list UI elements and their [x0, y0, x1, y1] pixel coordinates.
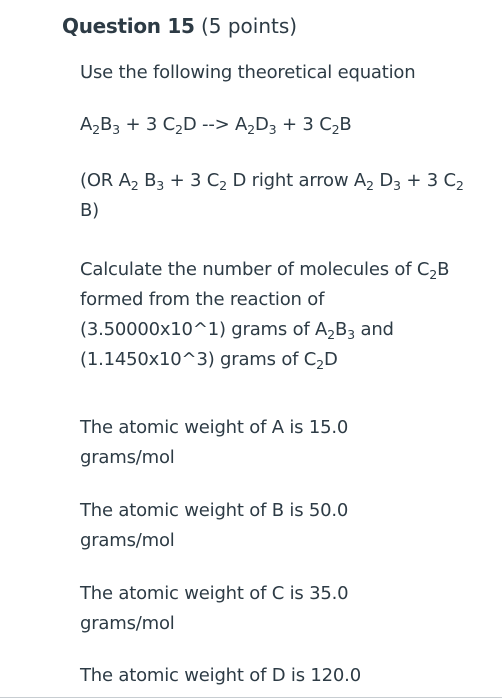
- eq-term: D: [182, 114, 197, 135]
- eq-term: + 3: [276, 114, 320, 135]
- alt-text: B: [138, 170, 157, 191]
- eq-term: B: [339, 114, 352, 135]
- alt-text: B): [80, 170, 470, 221]
- eq-subscript: 2: [247, 122, 255, 138]
- equation: [80, 110, 352, 140]
- question-points: (5 points): [200, 14, 298, 38]
- eq-term: B: [99, 114, 113, 135]
- eq-term: D: [255, 114, 269, 135]
- alt-subscript: 2: [219, 178, 227, 194]
- eq-subscript: 2: [175, 122, 183, 138]
- eq-arrow: -->: [196, 114, 236, 135]
- eq-term: C: [162, 114, 176, 135]
- atomic-weight-c: The atomic weight of C is 35.0 grams/mol: [80, 583, 349, 634]
- calc-subscript: 2: [429, 267, 438, 283]
- calc-subscript: 2: [327, 327, 335, 343]
- eq-term: + 3: [119, 114, 163, 135]
- alt-subscript: 3: [156, 178, 165, 194]
- alt-subscript: 2: [365, 178, 374, 194]
- alt-text: D: [373, 170, 393, 191]
- equation-alt-text: [80, 166, 470, 226]
- alt-subscript: 2: [130, 178, 139, 194]
- atomic-weight-d: The atomic weight of D is 120.0: [80, 665, 361, 686]
- atomic-weight-b: The atomic weight of B is 50.0 grams/mol: [80, 500, 349, 551]
- calc-text: B formed from the reaction of (3.50000x10^1) grams of A: [80, 259, 450, 340]
- eq-term: A: [80, 114, 93, 135]
- calc-subscript: 2: [316, 357, 324, 373]
- intro-text: Use the following theoretical equation: [80, 62, 416, 83]
- calc-text: D: [324, 349, 338, 370]
- calc-text: and (1.1450x10^3) grams of C: [80, 319, 400, 370]
- question-title: Question 15: [62, 14, 195, 38]
- alt-subscript: 2: [455, 178, 464, 194]
- calc-subscript: 3: [347, 327, 355, 343]
- eq-subscript: 2: [92, 122, 100, 138]
- eq-subscript: 2: [331, 122, 340, 138]
- calc-text: B: [335, 319, 348, 340]
- calculation-prompt: [80, 255, 460, 375]
- alt-text: + 3 C: [400, 170, 456, 191]
- calc-text: Calculate the number of molecules of C: [80, 259, 430, 280]
- eq-subscript: 3: [112, 122, 120, 138]
- eq-term: A: [235, 114, 248, 135]
- divider: [0, 697, 502, 698]
- question-header: [62, 13, 297, 39]
- alt-text: (OR A: [80, 170, 131, 191]
- alt-text: D right arrow A: [226, 170, 366, 191]
- eq-term: C: [319, 114, 332, 135]
- alt-subscript: 3: [393, 178, 401, 194]
- atomic-weight-a: The atomic weight of A is 15.0 grams/mol: [80, 417, 349, 468]
- eq-subscript: 3: [268, 122, 277, 138]
- alt-text: + 3 C: [164, 170, 220, 191]
